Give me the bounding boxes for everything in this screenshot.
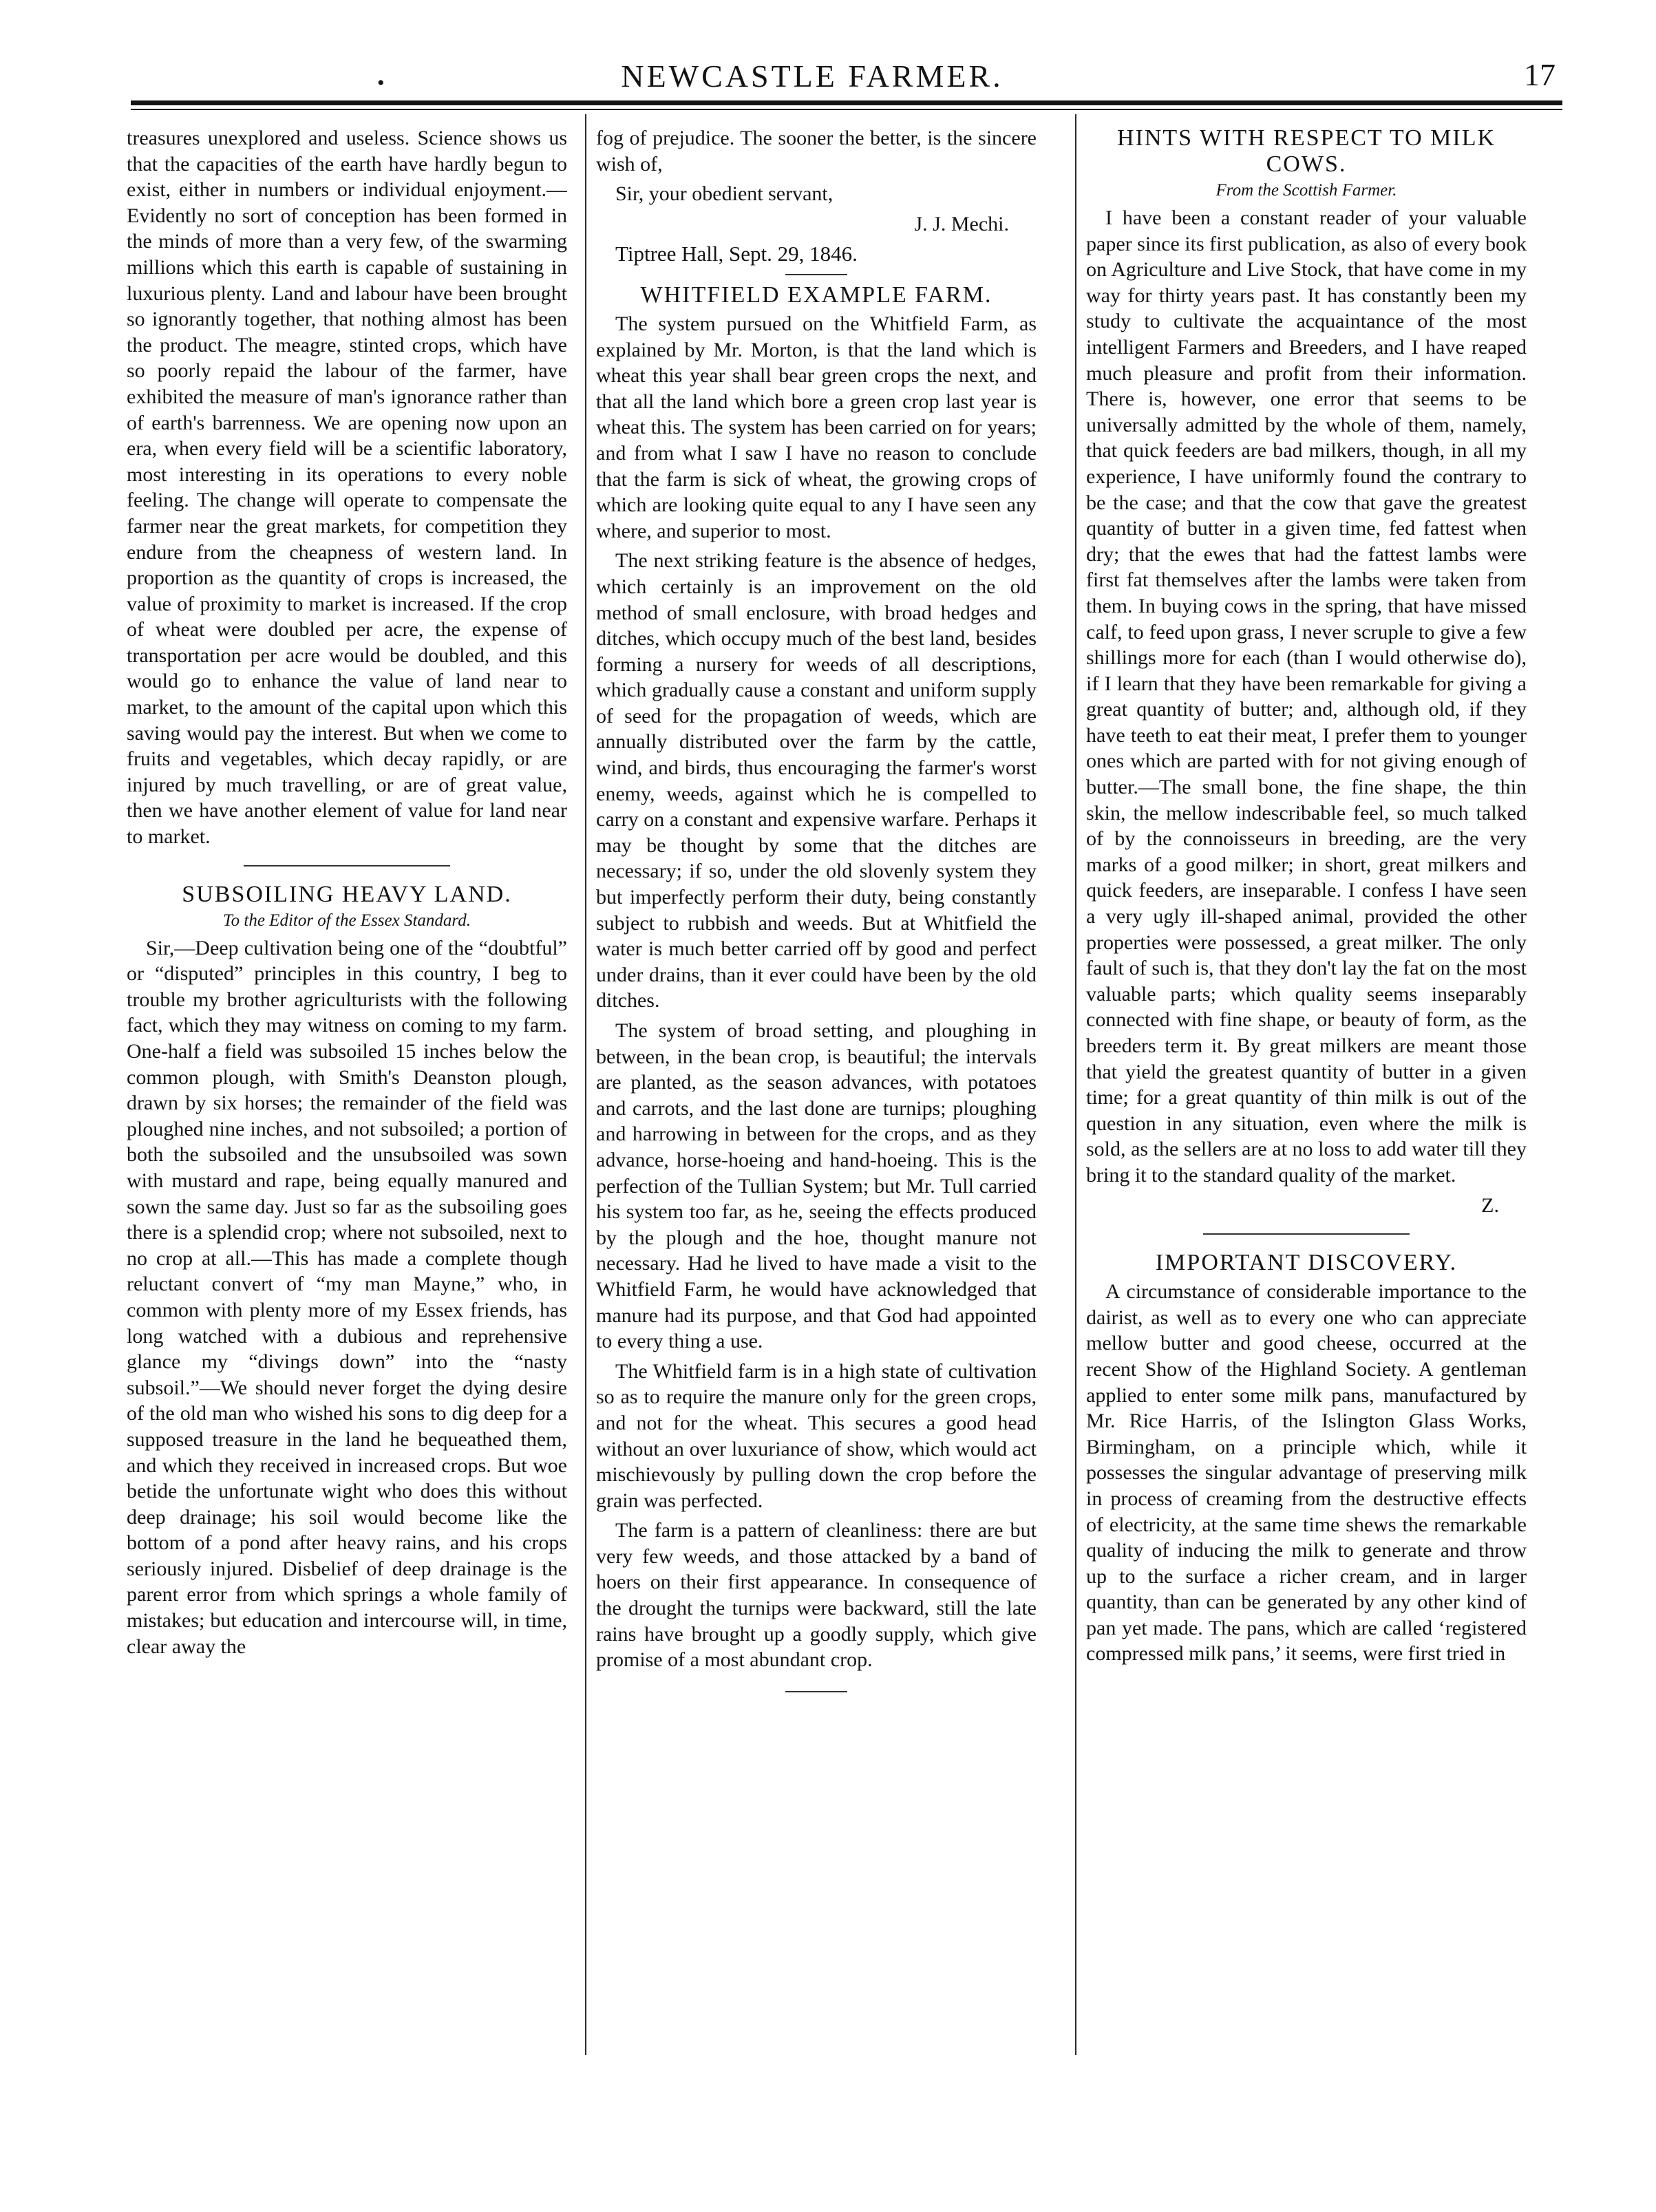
article-paragraph: The system of broad setting, and ploughing in between, in the bean crop, is beautiful; the intervals are planted, as the season advances, with potatoes and carrots, and the last done are turnips; ploughing and harrowing in between for the crops, and as they advance, horse-hoeing and hand-hoeing. This is the perfection of the Tullian System; but Mr. Tull carried his system too far, as he, seeing the effects produced by the plough and the hoe, thought manure not necessary. Had he lived to have made a visit to the Whitfield Farm, he would have acknowledged that manure had its purpose, and that God had appointed to every thing a use.: [596, 1019, 1037, 1353]
header-rule-thin: [131, 109, 1562, 110]
page-number: 17: [1524, 57, 1556, 92]
column-rule-1: [585, 114, 586, 2055]
article-paragraph: The Whitfield farm is in a high state of cultivation so as to require the manure only for the green crops, and not for the wheat. This secures a good head without an over luxuriance of show, which would act mischievously by pulling down the crop before the grain was perfected.: [596, 1359, 1037, 1512]
column-rule-2: [1075, 114, 1076, 2055]
article-paragraph: The next striking feature is the absence of hedges, which certainly is an improvement on the old method of small enclosure, with broad hedges and ditches, which occupy much of the best land, besides forming a nursery for weeds of all descriptions, which gradually cause a constant and uniform supply of seed for the propagation of weeds, which are annually distributed over the farm by the cattle, wind, and birds, thus encouraging the farmer's worst enemy, weeds, against which he is compelled to carry on a constant and expensive warfare. Perhaps it may be thought by some that the ditches are necessary; if so, under the old slovenly system they but imperfectly perform their duty, being constantly subject to rubbish and weeds. But at Whitfield the water is much better carried off by good and perfect under drains, than it ever could have been by the old ditches.: [596, 549, 1037, 1012]
letter-signature: J. J. Mechi.: [914, 212, 1009, 235]
column-1: [127, 125, 567, 2066]
column-3: [1086, 125, 1527, 2066]
article-heading-milk-cows: HINTS WITH RESPECT TO MILK COWS.: [1116, 125, 1496, 177]
article-body: A circumstance of considerable importance to the dairist, as well as to every one who can appreciate mellow butter and good cheese, occurred at the recent Show of the Highland Society. A gentleman applied to enter some milk pans, manufactured by Mr. Rice Harris, of the Islington Glass Works, Birmingham, on a principle which, while it possesses the singular advantage of preserving milk in process of creaming from the destructive effects of electricity, at the same time shews the remarkable quality of inducing the milk to generate and throw up to the surface a richer cream, and in larger quantity, than can be generated by any other kind of pan yet made. The pans, which are called ‘registered compressed milk pans,’ it seems, were first tried in: [1086, 1280, 1527, 1666]
header-mark: •: [377, 72, 385, 94]
article-heading-subsoiling: SUBSOILING HEAVY LAND.: [182, 881, 512, 907]
header-rule: [131, 100, 1562, 105]
letter-closing: Sir, your obedient servant,: [615, 182, 834, 206]
column-2: [596, 125, 1037, 2066]
article-body: Sir,—Deep cultivation being one of the “doubtful” or “disputed” principles in this country, I beg to trouble my brother agriculturists with the following fact, which they may witness on coming to my farm. One-half a field was subsoiled 15 inches below the common plough, with Smith's Deanston plough, drawn by six horses; the remainder of the field was ploughed nine inches, and not subsoiled; a portion of both the subsoiled and the unsubsoiled was sown with mustard and rape, being equally manured and sown the same day. Just so far as the subsoiling goes there is a splendid crop; where not subsoiled, next to no crop at all.—This has made a complete though reluctant convert of “my man Mayne,” who, in common with plenty more of my Essex friends, has long watched with a dubious and reprehensive glance my “divings down” into the “nasty subsoil.”—We should never forget the dying desire of the old man who wished his sons to dig deep for a supposed treasure in the land he bequeathed them, and which they received in increased crops. But woe betide the unfortunate wight who does this without deep drainage; his soil would become like the bottom of a pond after heavy rains, and his crops seriously injured. Disbelief of deep drainage is the parent error from which springs a whole family of mistakes; but education and intercourse will, in time, clear away the: [127, 936, 567, 1658]
article-body: I have been a constant reader of your valuable paper since its first publication, as also of every book on Agriculture and Live Stock, that have come in my way for thirty years past. It has constantly been my study to cultivate the acquaintance of the most intelligent Farmers and Breeders, and I have reaped much pleasure and profit from their information. There is, however, one error that seems to be universally admitted by the whole of them, namely, that quick feeders are bad milkers, though, in all my experience, I have uniformly found the contrary to be the case; and that the cow that gave the greatest quantity of butter in a given time, fed fattest when dry; that the ewes that had the fattest lambs were first fat themselves after the lambs were taken from them. In buying cows in the spring, that have missed calf, to feed upon grass, I never scruple to give a few shillings more for each (than I would otherwise do), if I learn that they have been remarkable for giving a great quantity of butter; and, although old, if they have teeth to eat their meat, I prefer them to younger ones which are parted with for not giving enough of butter.—The small bone, the fine shape, the thin skin, the mellow indescribable feel, so much talked of by the connoisseurs in breeding, are the very marks of a good milker; in short, great milkers and quick feeders, are inseparable. I confess I have seen a very ugly ill-shaped animal, provided the other properties were possessed, a great milker. The only fault of such is, that they don't lay the fat on the most valuable parts; which quality seems inseparably connected with fine shape, or beauty of form, as the breeders term it. By great milkers are meant those that yield the greatest quantity of butter in a given time; for a great quantity of thin milk is out of the question in any situation, even where the milk is sold, as the sellers are at no loss to add water till they bring it to the standard quality of the market.: [1086, 206, 1527, 1187]
section-separator: [244, 865, 450, 866]
article-heading-whitfield: WHITFIELD EXAMPLE FARM.: [640, 281, 992, 308]
section-separator: [1203, 1233, 1410, 1235]
article-byline: To the Editor of the Essex Standard.: [223, 911, 471, 930]
article-paragraph: The system pursued on the Whitfield Farm, as explained by Mr. Morton, is that the land which is wheat this year shall bear green crops the next, and that all the land which bore a green crop last year is wheat this. The system has been carried on for years; and from what I saw I have no reason to conclude that the farm is sick of wheat, the growing crops of which are looking quite equal to any I have seen any where, and superior to most.: [596, 312, 1037, 542]
running-head: NEWCASTLE FARMER.: [621, 59, 1004, 94]
section-separator: [785, 274, 847, 275]
letter-ending: fog of prejudice. The sooner the better, is the sincere wish of,: [596, 127, 1037, 176]
end-separator: [785, 1691, 847, 1692]
column-1-paragraph: treasures unexplored and useless. Science shows us that the capacities of the earth have hardly begun to exist, either in numbers or individual enjoyment.—Evidently no sort of conception has been formed in the minds of more than a very few, of the swarming millions which this earth is capable of sustaining in luxurious plenty. Land and labour have been brought so ignorantly together, that nothing almost has been the product. The meagre, stinted crops, which have so poorly repaid the labour of the farmer, have exhibited the measure of man's ignorance rather than of earth's barrenness. We are opening now upon an era, when every field will be a scientific laboratory, most interesting in its operations to every noble feeling. The change will operate to compensate the farmer near the great markets, for competition they endure from the cheapness of western land. In proportion as the quantity of crops is increased, the value of proximity to market is increased. If the crop of wheat were doubled per acre, the expense of transportation per acre would be doubled, and this would go to enhance the value of land near to market, to the amount of the capital upon which this saving would pay the interest. But when we come to fruits and vegetables, which decay rapidly, or are injured by much travelling, or are of great value, then we have another element of value for land near to market.: [127, 127, 567, 849]
letter-dateline: Tiptree Hall, Sept. 29, 1846.: [615, 242, 858, 266]
article-heading-discovery: IMPORTANT DISCOVERY.: [1155, 1250, 1458, 1276]
article-paragraph: The farm is a pattern of cleanliness: there are but very few weeds, and those attacked by a band of hoers on their first appearance. In consequence of the drought the turnips were backward, still the late rains have brought up a goodly supply, which give promise of a most abundant crop.: [596, 1519, 1037, 1672]
article-signature: Z.: [1481, 1193, 1499, 1217]
article-byline: From the Scottish Farmer.: [1216, 181, 1397, 200]
